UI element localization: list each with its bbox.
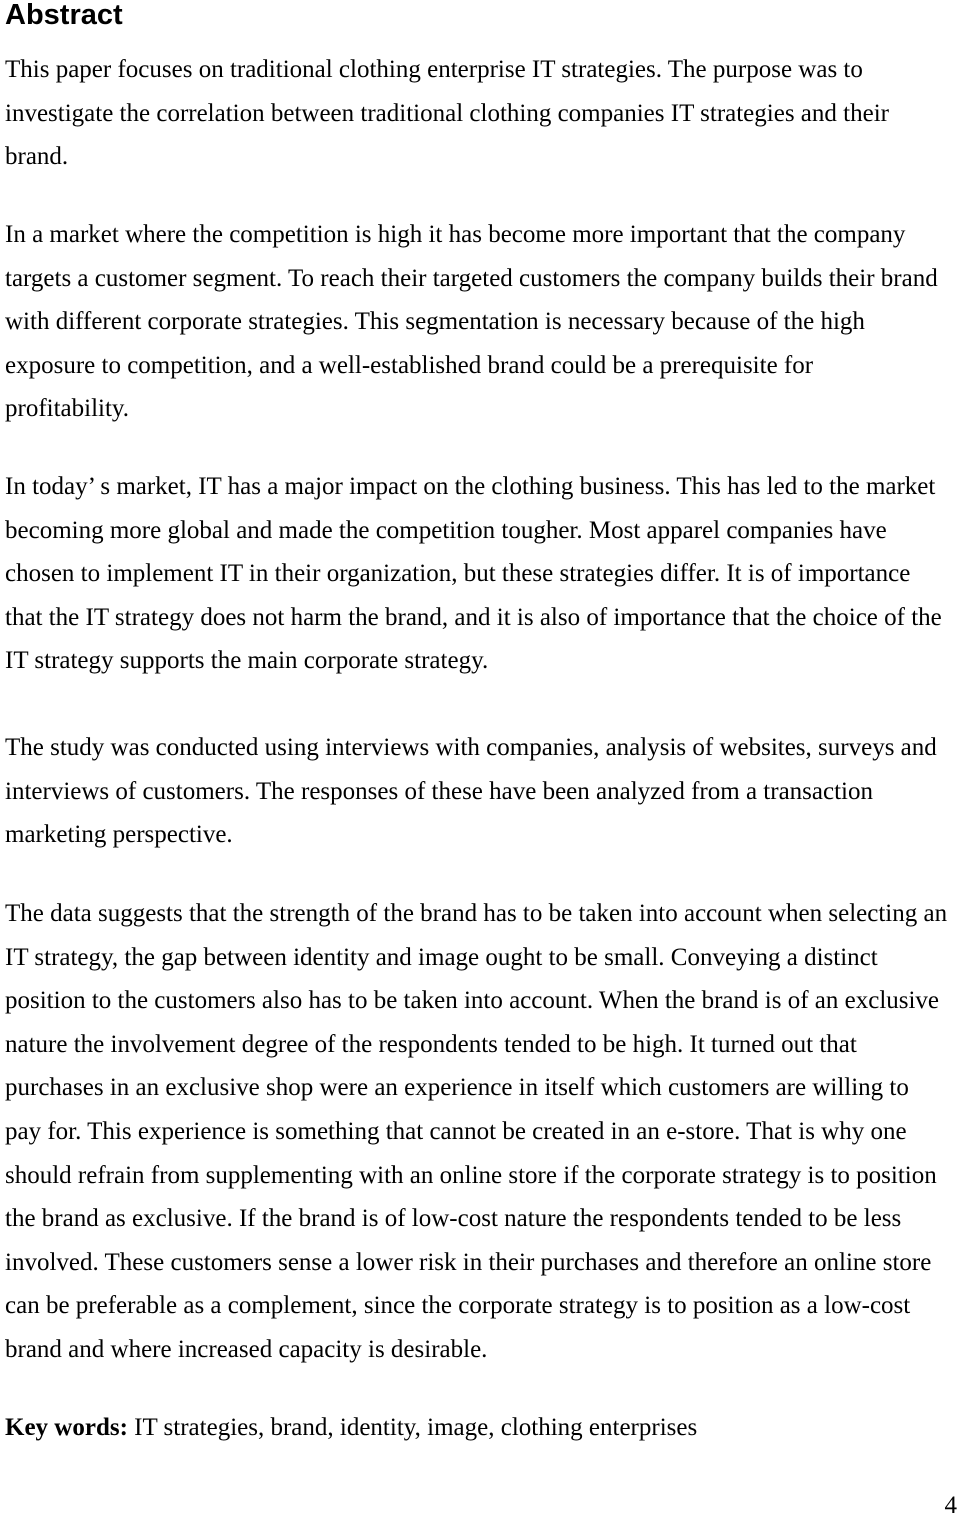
text-line: position to the customers also has to be taken into account. When the brand is of an exclusive <box>5 987 940 1015</box>
text-line: interviews of customers. The responses of these have been analyzed from a transaction <box>5 777 873 805</box>
text-line: nature the involvement degree of the respondents tended to be high. It turned out that <box>5 1030 857 1058</box>
paragraph-purpose <box>5 48 889 179</box>
text-line: chosen to implement IT in their organization, but these strategies differ. It is of importance <box>5 560 911 588</box>
keywords-line <box>5 1406 697 1450</box>
text-line: The study was conducted using interviews with companies, analysis of websites, surveys and <box>5 734 937 761</box>
text-line: becoming more global and made the competition tougher. Most apparel companies have <box>5 516 887 544</box>
text-line: the brand as exclusive. If the brand is of low-cost nature the respondents tended to be less <box>5 1205 902 1233</box>
text-line: In today’ s market, IT has a major impact on the clothing business. This has led to the market <box>5 473 936 500</box>
text-line: The data suggests that the strength of the brand has to be taken into account when selecting an <box>5 900 948 927</box>
text-line: can be preferable as a complement, since the corporate strategy is to position as a low-cost <box>5 1292 911 1320</box>
abstract-heading: Abstract <box>5 0 123 31</box>
text-line: In a market where the competition is high it has become more important that the company <box>5 221 906 248</box>
text-line: purchases in an exclusive shop were an experience in itself which customers are willing to <box>5 1074 909 1102</box>
text-line: with different corporate strategies. This segmentation is necessary because of the high <box>5 308 865 336</box>
page-number: 4 <box>944 1492 957 1519</box>
keywords-text: IT strategies, brand, identity, image, clothing enterprises <box>134 1414 698 1441</box>
text-line: involved. These customers sense a lower risk in their purchases and therefore an online store <box>5 1248 932 1276</box>
text-line: should refrain from supplementing with an online store if the corporate strategy is to position <box>5 1161 937 1189</box>
paragraph-it-impact <box>5 465 942 683</box>
keywords-label: Key words: <box>5 1414 128 1441</box>
text-line: profitability. <box>5 395 130 423</box>
paragraph-findings <box>5 892 947 1372</box>
text-line: marketing perspective. <box>5 821 233 849</box>
paragraph-market <box>5 213 938 431</box>
text-line: exposure to competition, and a well-established brand could be a prerequisite for <box>5 351 814 379</box>
text-line: investigate the correlation between traditional clothing companies IT strategies and their <box>5 99 889 127</box>
text-line: targets a customer segment. To reach their targeted customers the company builds their brand <box>5 264 938 292</box>
text-line: brand. <box>5 143 69 171</box>
text-line: that the IT strategy does not harm the brand, and it is also of importance that the choice of the <box>5 603 942 631</box>
paragraph-method <box>5 726 937 857</box>
text-line: IT strategy supports the main corporate strategy. <box>5 647 489 675</box>
keywords <box>5 1406 697 1450</box>
text-line: This paper focuses on traditional clothing enterprise IT strategies. The purpose was to <box>5 56 863 83</box>
text-line: brand and where increased capacity is desirable. <box>5 1335 488 1363</box>
text-line: IT strategy, the gap between identity and image ought to be small. Conveying a distinct <box>5 943 878 971</box>
text-line: pay for. This experience is something that cannot be created in an e-store. That is why one <box>5 1117 907 1145</box>
